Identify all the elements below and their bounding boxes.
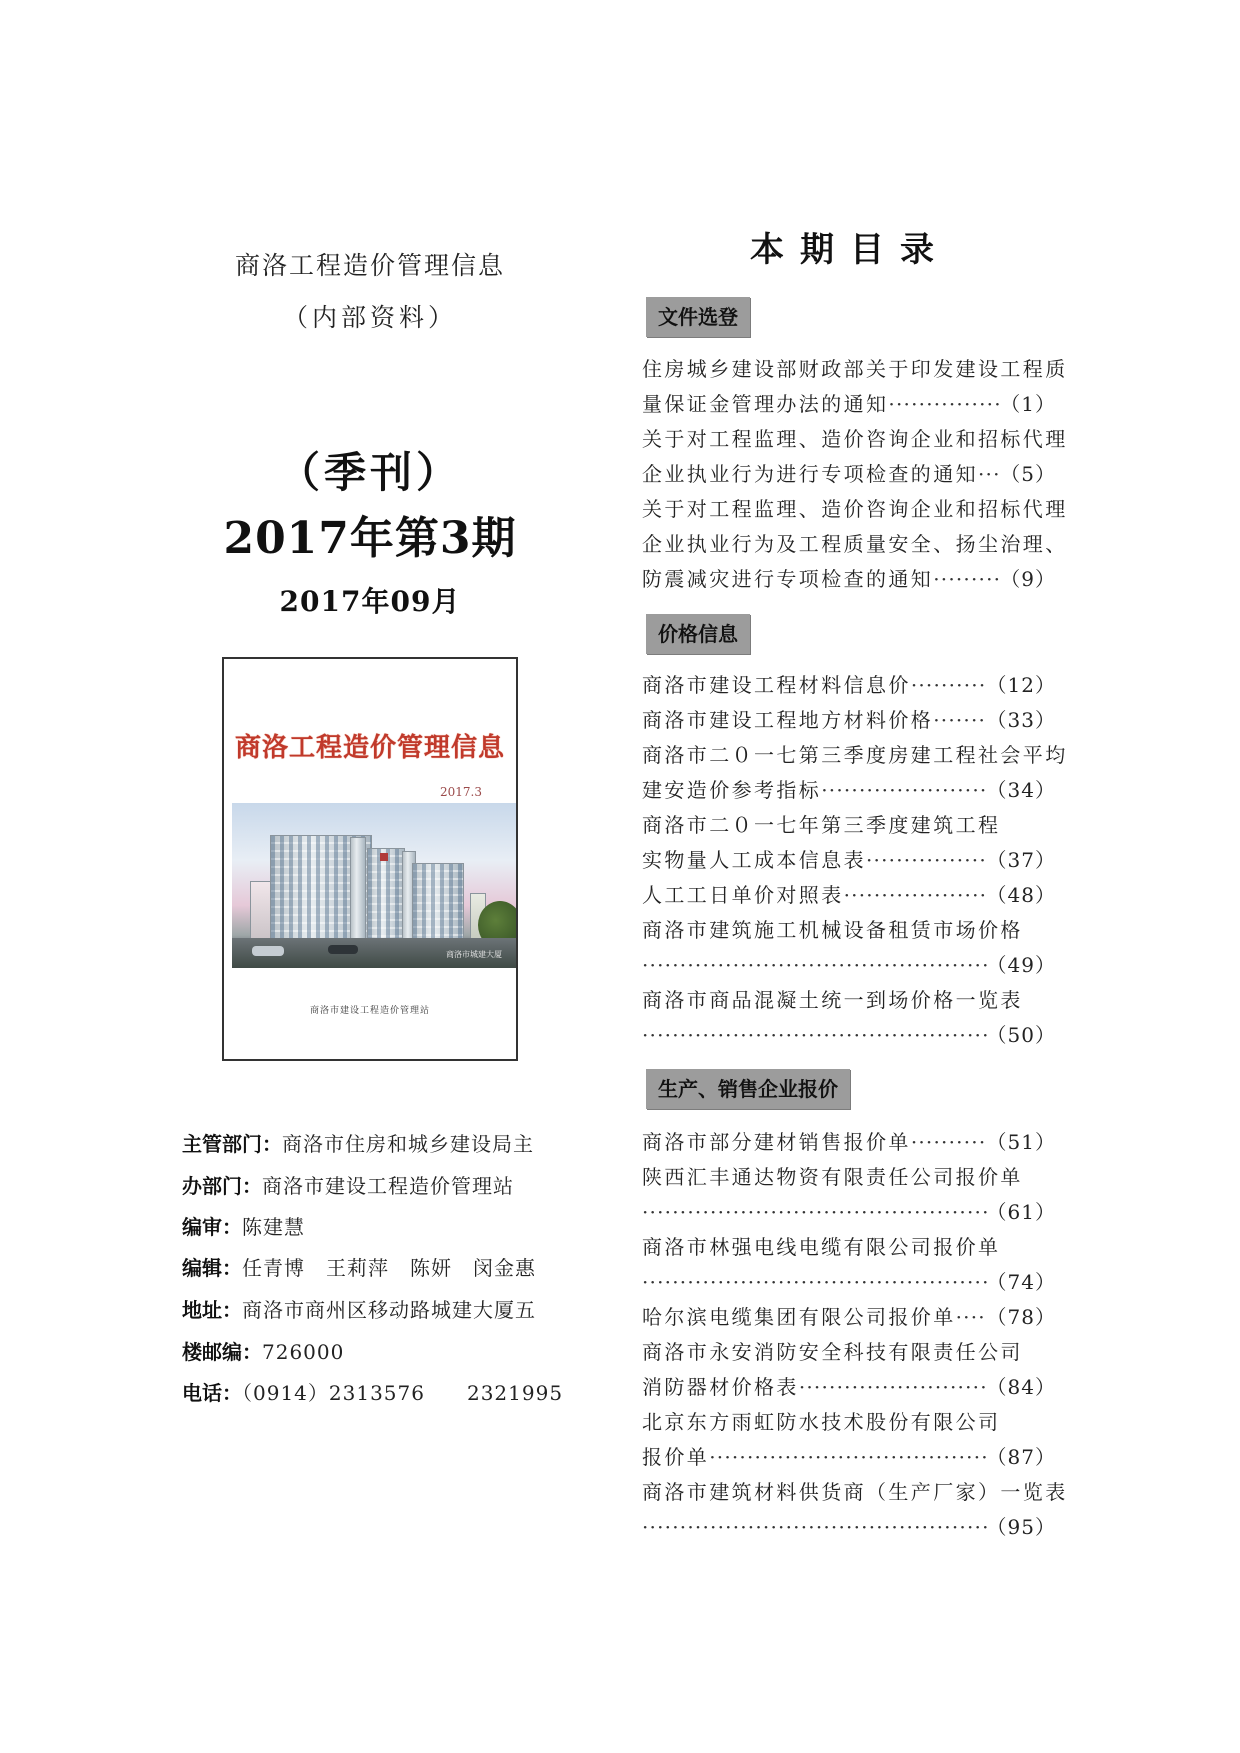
info-row-reviewer [182, 1211, 582, 1240]
toc-entry[interactable]: 商洛市林强电线电缆有限公司报价单 [642, 1235, 1001, 1259]
toc-entry[interactable]: 关于对工程监理、造价咨询企业和招标代理 [642, 497, 1068, 521]
car-icon [328, 945, 358, 954]
leader-dots [933, 703, 986, 738]
issue-date: 2017年09月 [279, 585, 461, 618]
toc-entry[interactable]: 商洛市二０一七年第三季度建筑工程 [642, 813, 1001, 837]
toc-entry[interactable] [642, 948, 1056, 983]
bldg-center [367, 848, 405, 942]
cover-thumbnail [222, 657, 518, 1061]
info-label: 编辑： [182, 1256, 242, 1280]
toc-page-number: （78） [986, 1305, 1056, 1329]
toc-entry[interactable]: 企业执业行为及工程质量安全、扬尘治理、 [642, 532, 1068, 556]
info-value: 商洛市建设工程造价管理站 [262, 1174, 514, 1198]
info-value: （0914）2313576 2321995 [242, 1381, 564, 1405]
toc-page-number: （84） [986, 1375, 1056, 1399]
toc-page-number: （1） [1000, 392, 1056, 416]
toc-entry[interactable]: 关于对工程监理、造价咨询企业和招标代理 [642, 427, 1068, 451]
photo-caption: 商洛市城建大厦 [446, 950, 502, 959]
frequency-label: （季刊） [277, 448, 462, 497]
toc-entry[interactable]: 报价单 ····· （87） [642, 1440, 1056, 1475]
toc-page-number: （5） [1000, 462, 1056, 486]
leader-dots [709, 1440, 986, 1475]
toc-page-number: （51） [986, 1130, 1056, 1154]
info-value: 商洛市住房和城乡建设局主 [282, 1132, 534, 1156]
cover-building-photo [232, 803, 516, 968]
toc-page-number: （48） [986, 883, 1056, 907]
leader-dots [933, 562, 1000, 597]
toc-page-number: （87） [986, 1445, 1056, 1469]
leader-dots [642, 1510, 987, 1545]
toc-entry[interactable]: 商洛市部分建材销售报价单 ····· （51） [642, 1125, 1056, 1160]
leader-dots [911, 1125, 987, 1160]
leader-dots [956, 1300, 987, 1335]
toc-page-number: （12） [986, 673, 1056, 697]
info-label: 主管部门： [182, 1132, 282, 1156]
publication-title: 商洛工程造价管理信息 [234, 251, 505, 280]
info-value: 726000 [262, 1340, 345, 1364]
info-value: 商洛市商州区移动路城建大厦五 [242, 1298, 536, 1322]
info-row-phone [182, 1377, 582, 1406]
emblem-icon [380, 853, 388, 861]
section-badge-prices: 价格信息 [646, 614, 750, 654]
info-label: 办部门： [182, 1174, 262, 1198]
toc-entry[interactable]: 人工工日单价对照表 ····· （48） [642, 878, 1056, 913]
leader-dots [642, 1195, 987, 1230]
toc-page-number: （34） [986, 778, 1056, 802]
toc-page-number: （33） [986, 708, 1056, 732]
toc-entry[interactable]: 商洛市二０一七第三季度房建工程社会平均 [642, 743, 1068, 767]
toc-entry[interactable]: 企业执业行为进行专项检查的通知 ····· （5） [642, 457, 1056, 492]
toc-entry[interactable]: 商洛市建筑施工机械设备租赁市场价格 [642, 918, 1023, 942]
toc-entry[interactable]: 防震减灾进行专项检查的通知 ····· （9） [642, 562, 1056, 597]
toc-entry[interactable] [642, 1265, 1056, 1300]
leader-dots [642, 948, 987, 983]
leader-dots [978, 457, 1000, 492]
toc-page-number: （74） [986, 1270, 1056, 1294]
toc-entry[interactable]: 商洛市建筑材料供货商（生产厂家）一览表 [642, 1480, 1068, 1504]
leader-dots [911, 668, 987, 703]
toc-entry[interactable]: 量保证金管理办法的通知 ····· （1） [642, 387, 1056, 422]
cover-title: 商洛工程造价管理信息 [234, 733, 505, 763]
info-row-supervisor [182, 1128, 582, 1157]
toc-page-number: （37） [986, 848, 1056, 872]
toc-entry[interactable]: 北京东方雨虹防水技术股份有限公司 [642, 1410, 1001, 1434]
section-badge-documents: 文件选登 [646, 297, 750, 337]
info-row-address [182, 1294, 582, 1323]
info-label: 地址： [182, 1298, 242, 1322]
toc-entry[interactable] [642, 1195, 1056, 1230]
bldg-right-wing [412, 863, 464, 943]
toc-page-number: （9） [1000, 567, 1056, 591]
cover-footer: 商洛市建设工程造价管理站 [309, 1006, 430, 1016]
leader-dots [866, 843, 987, 878]
section-badge-supplier-quotes: 生产、销售企业报价 [646, 1069, 850, 1109]
toc-entry[interactable]: 消防器材价格表 ····· （84） [642, 1370, 1056, 1405]
toc-entry[interactable]: 建安造价参考指标 ····· （34） [642, 773, 1056, 808]
info-row-organizer [182, 1170, 582, 1199]
toc-page-number: （50） [986, 1023, 1056, 1047]
issue-number: 2017年第3期 [223, 513, 517, 564]
toc-entry[interactable]: 哈尔滨电缆集团有限公司报价单 ····· （78） [642, 1300, 1056, 1335]
leader-dots [642, 1018, 987, 1053]
info-label: 楼邮编： [182, 1340, 262, 1364]
toc-entry[interactable]: 陕西汇丰通达物资有限责任公司报价单 [642, 1165, 1023, 1189]
toc-entry[interactable]: 商洛市商品混凝土统一到场价格一览表 [642, 988, 1023, 1012]
info-row-editors [182, 1252, 582, 1281]
info-label: 编审： [182, 1215, 242, 1239]
leader-dots [799, 1370, 987, 1405]
toc-entry[interactable]: 实物量人工成本信息表 ····· （37） [642, 843, 1056, 878]
toc-entry[interactable] [642, 1510, 1056, 1545]
info-value: 任青博 王莉萍 陈妍 闵金惠 [242, 1256, 536, 1280]
publication-subtitle: （内部资料） [282, 303, 457, 332]
bldg-tower-left [350, 837, 366, 943]
toc-page-number: （61） [986, 1200, 1056, 1224]
leader-dots [888, 387, 1000, 422]
cover-issue-label: 2017.3 [440, 785, 482, 799]
leader-dots [844, 878, 987, 913]
info-row-postcode [182, 1336, 582, 1365]
toc-entry[interactable]: 商洛市永安消防安全科技有限责任公司 [642, 1340, 1023, 1364]
leader-dots [821, 773, 986, 808]
car-icon [252, 946, 284, 956]
toc-page-number: （49） [986, 953, 1056, 977]
leader-dots [642, 1265, 987, 1300]
info-label: 电话： [182, 1381, 242, 1405]
toc-page-number: （95） [986, 1515, 1056, 1539]
toc-entry[interactable]: 商洛市建设工程材料信息价 ····· （12） [642, 668, 1056, 703]
toc-heading: 本期目录 [750, 230, 950, 270]
toc-entry[interactable] [642, 1018, 1056, 1053]
toc-entry[interactable]: 住房城乡建设部财政部关于印发建设工程质 [642, 357, 1068, 381]
toc-entry[interactable]: 商洛市建设工程地方材料价格 ····· （33） [642, 703, 1056, 738]
info-value: 陈建慧 [242, 1215, 305, 1239]
